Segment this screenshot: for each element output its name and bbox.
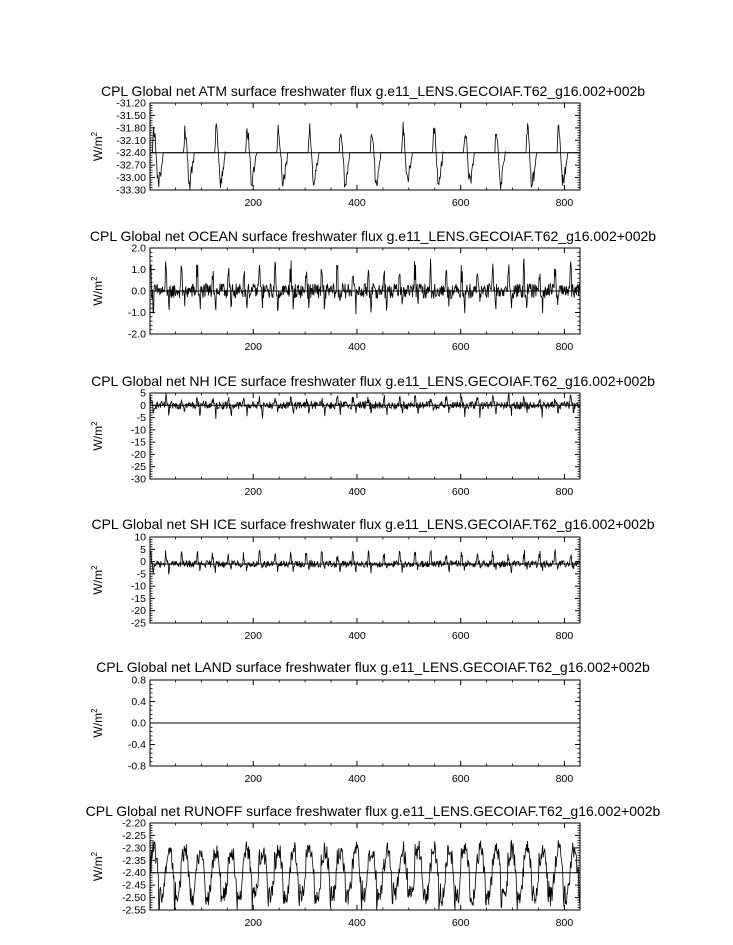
y-tick-label: -2.35 <box>122 854 146 867</box>
series-line <box>150 549 580 574</box>
plot-frame <box>150 103 580 190</box>
x-tick-label: 200 <box>244 197 262 209</box>
chart-title: CPL Global net ATM surface freshwater flux g.e11_LENS.GECOIAF.T62_g16.002+002b <box>100 83 646 99</box>
chart-title: CPL Global net LAND surface freshwater flux g.e11_LENS.GECOIAF.T62_g16.002+002b <box>96 659 650 675</box>
x-tick-label: 200 <box>244 917 262 929</box>
y-tick-label: -31.50 <box>116 109 146 122</box>
y-axis-label: $W/m^2$ <box>90 421 105 451</box>
y-tick-label: -31.80 <box>116 122 146 135</box>
x-tick-label: 800 <box>555 630 574 642</box>
chart-panel-6 <box>86 803 661 929</box>
y-tick-label: 0.8 <box>131 674 146 687</box>
y-tick-label: -32.70 <box>116 159 146 172</box>
y-tick-label: -2.30 <box>122 842 146 855</box>
x-tick-label: 200 <box>244 630 262 642</box>
y-tick-label: -2.20 <box>122 817 146 830</box>
y-tick-label: 0.0 <box>131 717 146 730</box>
chart-panel-1 <box>90 83 645 209</box>
y-tick-label: -5 <box>136 568 146 581</box>
y-tick-label: -33.00 <box>116 172 146 185</box>
x-tick-label: 400 <box>348 773 366 785</box>
x-tick-label: 600 <box>451 486 470 498</box>
y-tick-label: 0.0 <box>131 285 146 298</box>
series-line <box>150 393 580 419</box>
x-tick-label: 600 <box>451 341 470 353</box>
y-tick-label: -33.30 <box>116 184 146 197</box>
chart-title: CPL Global net SH ICE surface freshwater flux g.e11_LENS.GECOIAF.T62_g16.002+002b <box>91 516 655 532</box>
y-tick-label: 2.0 <box>131 242 146 255</box>
y-tick-label: -25 <box>130 617 146 630</box>
y-tick-label: -2.45 <box>122 879 146 892</box>
y-tick-label: -2.50 <box>122 892 146 905</box>
x-tick-label: 400 <box>348 341 366 353</box>
x-tick-label: 600 <box>451 197 470 209</box>
x-tick-label: 200 <box>244 341 262 353</box>
y-tick-label: 0 <box>140 399 146 412</box>
x-tick-label: 600 <box>451 917 470 929</box>
y-tick-label: -31.20 <box>116 97 146 110</box>
y-axis-label: $W/m^2$ <box>90 565 105 595</box>
y-tick-label: 5 <box>140 387 146 400</box>
series-line <box>150 122 580 190</box>
y-tick-label: -0.4 <box>127 739 146 751</box>
y-tick-label: -2.0 <box>127 328 146 341</box>
x-tick-label: 600 <box>451 630 470 642</box>
chart-panel-2 <box>90 228 656 353</box>
y-tick-label: -10 <box>130 580 146 593</box>
chart-title: CPL Global net RUNOFF surface freshwater flux g.e11_LENS.GECOIAF.T62_g16.002+002b <box>85 803 661 819</box>
chart-title: CPL Global net OCEAN surface freshwater flux g.e11_LENS.GECOIAF.T62_g16.002+002b <box>89 228 657 244</box>
y-axis-label: $W/m^2$ <box>90 708 105 738</box>
y-tick-label: -15 <box>130 436 146 449</box>
y-tick-label: -15 <box>130 592 146 605</box>
plot-frame <box>150 537 580 623</box>
x-tick-label: 400 <box>348 197 366 209</box>
x-tick-label: 800 <box>555 773 574 785</box>
y-tick-label: -32.40 <box>116 147 146 160</box>
x-tick-label: 400 <box>348 486 366 498</box>
y-axis-label: $W/m^2$ <box>90 131 105 162</box>
x-tick-label: 800 <box>555 197 574 209</box>
chart-title: CPL Global net NH ICE surface freshwater flux g.e11_LENS.GECOIAF.T62_g16.002+002b <box>91 373 655 389</box>
y-tick-label: 5 <box>140 543 146 556</box>
y-tick-label: -2.25 <box>122 829 146 842</box>
y-axis-label: $W/m^2$ <box>90 276 105 306</box>
y-tick-label: -2.55 <box>122 904 146 917</box>
y-tick-label: -20 <box>130 605 146 618</box>
chart-panel-4 <box>90 516 655 642</box>
x-tick-label: 600 <box>451 773 470 785</box>
y-tick-label: -1.0 <box>127 307 146 319</box>
series-line <box>150 259 580 314</box>
x-tick-label: 200 <box>244 773 262 785</box>
y-tick-label: -10 <box>130 424 146 437</box>
y-tick-label: 10 <box>134 531 146 544</box>
y-tick-label: -30 <box>130 473 146 486</box>
y-tick-label: -2.40 <box>122 867 146 880</box>
x-tick-label: 400 <box>348 630 366 642</box>
series-line <box>150 840 580 910</box>
y-tick-label: -20 <box>130 448 146 461</box>
x-tick-label: 400 <box>348 917 366 929</box>
x-tick-label: 800 <box>555 917 574 929</box>
y-tick-label: -25 <box>130 461 146 474</box>
y-tick-label: -32.10 <box>116 134 146 147</box>
y-tick-label: -0.8 <box>127 760 146 773</box>
y-axis-label: $W/m^2$ <box>90 851 105 882</box>
x-tick-label: 800 <box>555 486 574 498</box>
y-tick-label: -5 <box>136 412 146 425</box>
chart-panel-5 <box>90 659 650 785</box>
x-tick-label: 800 <box>555 341 574 353</box>
y-tick-label: 0 <box>140 556 146 569</box>
chart-panel-3 <box>90 373 655 498</box>
x-tick-label: 200 <box>244 486 262 498</box>
y-tick-label: 1.0 <box>131 264 146 276</box>
y-tick-label: 0.4 <box>131 696 146 708</box>
